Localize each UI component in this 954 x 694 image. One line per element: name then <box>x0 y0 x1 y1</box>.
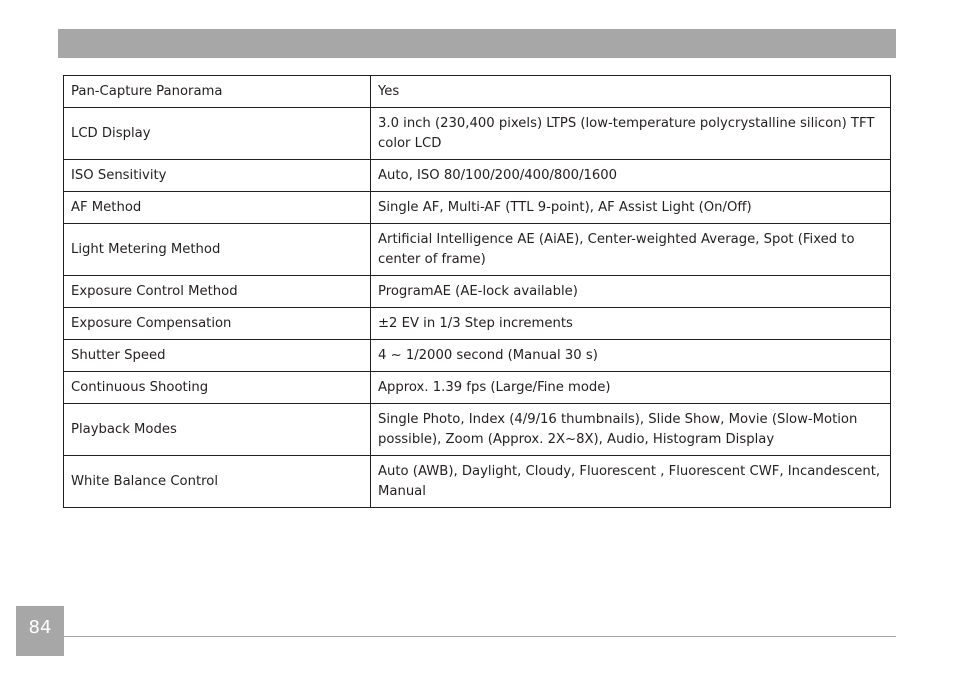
spec-label: ISO Sensitivity <box>64 160 371 192</box>
page-number: 84 <box>16 606 64 656</box>
header-bar <box>58 29 896 58</box>
footer-divider <box>64 636 896 637</box>
table-row <box>64 308 891 340</box>
spec-label: White Balance Control <box>64 456 371 508</box>
spec-value: Artificial Intelligence AE (AiAE), Center-weighted Average, Spot (Fixed to center of frame) <box>371 224 891 276</box>
spec-label: AF Method <box>64 192 371 224</box>
spec-label: LCD Display <box>64 108 371 160</box>
spec-value: Auto (AWB), Daylight, Cloudy, Fluorescent , Fluorescent CWF, Incandescent, Manual <box>371 456 891 508</box>
table-row <box>64 76 891 108</box>
table-row <box>64 108 891 160</box>
spec-value: ProgramAE (AE-lock available) <box>371 276 891 308</box>
table-row <box>64 404 891 456</box>
spec-label: Exposure Compensation <box>64 308 371 340</box>
table-row <box>64 372 891 404</box>
table-row <box>64 160 891 192</box>
table-row <box>64 192 891 224</box>
specifications-table <box>63 75 891 508</box>
spec-label: Shutter Speed <box>64 340 371 372</box>
spec-value: Single AF, Multi-AF (TTL 9-point), AF Assist Light (On/Off) <box>371 192 891 224</box>
table-row <box>64 224 891 276</box>
spec-value: 3.0 inch (230,400 pixels) LTPS (low-temperature polycrystalline silicon) TFT color LCD <box>371 108 891 160</box>
spec-value: Single Photo, Index (4/9/16 thumbnails), Slide Show, Movie (Slow-Motion possible), Zoom (Approx. 2X~8X), Audio, Histogram Display <box>371 404 891 456</box>
spec-value: Yes <box>371 76 891 108</box>
spec-label: Light Metering Method <box>64 224 371 276</box>
spec-value: Auto, ISO 80/100/200/400/800/1600 <box>371 160 891 192</box>
spec-label: Pan-Capture Panorama <box>64 76 371 108</box>
spec-value: 4 ~ 1/2000 second (Manual 30 s) <box>371 340 891 372</box>
spec-label: Exposure Control Method <box>64 276 371 308</box>
spec-label: Continuous Shooting <box>64 372 371 404</box>
spec-label: Playback Modes <box>64 404 371 456</box>
table-row <box>64 276 891 308</box>
spec-value: ±2 EV in 1/3 Step increments <box>371 308 891 340</box>
spec-value: Approx. 1.39 fps (Large/Fine mode) <box>371 372 891 404</box>
table-row <box>64 456 891 508</box>
table-row <box>64 340 891 372</box>
